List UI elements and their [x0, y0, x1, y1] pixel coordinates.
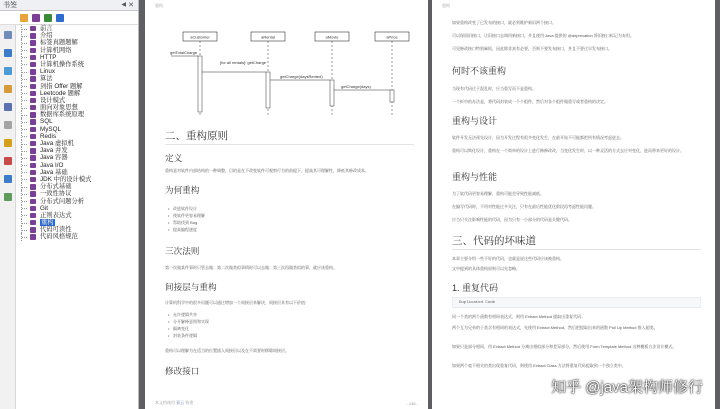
heading-modify: 修改接口: [165, 366, 200, 376]
bookmark-item[interactable]: [17, 176, 139, 183]
heading-three: 三次法则: [165, 246, 200, 256]
bookmark-icon: [30, 40, 36, 45]
side-rail: [0, 25, 16, 409]
bookmark-icon: [30, 84, 36, 89]
heading-when: 何时不该重构: [452, 66, 507, 76]
paragraph: 第一次做某件事时只管去做；第二次做类似事情时可以去做；第三次再做类似的事，就应该重构。: [165, 265, 337, 270]
bookmark-item[interactable]: [17, 219, 139, 226]
page-left: [145, 0, 428, 409]
bookmark-item[interactable]: [17, 226, 139, 233]
bookmark-label: 剑指 Offer 题解: [40, 82, 83, 90]
paragraph: 本章主要介绍一些不好的代码，也就是说这些代码应该被重构。: [452, 256, 564, 261]
tree-line: [21, 198, 27, 205]
divider: [165, 144, 414, 145]
bookmark-label: 代码风格规范: [40, 233, 78, 241]
heading-definition: 定义: [165, 153, 183, 163]
actor-label: aRental: [261, 34, 275, 40]
list-item: • 改进软件设计: [173, 206, 197, 212]
tree-line: [21, 205, 27, 212]
bookmark-label: 计算机网络: [40, 46, 72, 54]
bookmark-icon: [30, 105, 36, 110]
bookmark-label: 计算机操作系统: [40, 60, 85, 68]
bookmark-item[interactable]: [17, 32, 139, 39]
paragraph: 软件开发无法预先设计，因为开发过程有很多变化发生，在最开始不可能都把所有情况考虑进去。: [452, 135, 624, 140]
tree-line: [21, 219, 27, 226]
bookmark-icon: [30, 119, 36, 124]
bookmarks-toolbar: [0, 11, 138, 25]
bookmark-label: 分布式基础: [40, 183, 72, 191]
attachments-icon[interactable]: [4, 103, 12, 111]
bookmark-label: 正则表达式: [40, 211, 72, 219]
tree-line: [21, 147, 27, 154]
tree-line: [21, 90, 27, 97]
tree-line: [21, 61, 27, 68]
tree-line: [21, 111, 27, 118]
paragraph: 如果重构改变了已发布的接口，就必须维护新旧两个接口。: [452, 20, 556, 25]
bookmark-item[interactable]: [17, 126, 139, 133]
heading-perf: 重构与性能: [452, 172, 498, 182]
page-number: - 136 -: [406, 401, 418, 406]
lock-icon[interactable]: [4, 139, 12, 147]
layers-icon[interactable]: [4, 67, 12, 75]
bookmark-icon: [30, 55, 36, 60]
bookmark-item[interactable]: [17, 83, 139, 90]
message-label: getCharge(days): [341, 84, 371, 89]
bookmark-item[interactable]: [17, 162, 139, 169]
tree-line: [21, 126, 27, 133]
bookmark-label: 数据库系统原理: [40, 111, 85, 119]
bookmark-icon: [30, 98, 36, 103]
tools-icon[interactable]: [4, 175, 12, 183]
bookmark-item[interactable]: [17, 25, 139, 32]
paragraph: 在编写代码时，不用对性能过多关注，只有在最后性能优化阶段再考虑性能问题。: [452, 204, 596, 209]
bookmark-label: SQL: [40, 118, 53, 126]
bookmark-icon: [30, 33, 36, 38]
tree-line: [21, 226, 27, 233]
bookmark-item[interactable]: [17, 97, 139, 104]
signature-icon[interactable]: [4, 157, 12, 165]
section-title: 三、代码的坏味道: [452, 235, 536, 247]
bookmark-icon: [30, 184, 36, 189]
paragraph: 重构是对软件内部结构的一种调整，目的是在不改变软件可观察行为的前提下，提高其可理解性，降低其修改成本。: [165, 168, 369, 173]
paragraph: 一个折中的办法是，将代码封装成一个个组件，然后对各个组件做重写或者重构的决定。: [452, 99, 608, 104]
code-text: Duplicated Code: [459, 301, 496, 305]
bookmark-label: Leetcode 题解: [40, 89, 81, 97]
paragraph: 如果只是部分相同，用 Extract Method 分离出相似部分和差异部分，然后使用 Form Template Method 这种模板方法设计模式。: [452, 344, 677, 349]
bookmark-icon: [30, 227, 36, 232]
tree-line: [21, 75, 27, 82]
bookmark-label: Java 容器: [40, 154, 68, 162]
bookmarks-title: 书签: [3, 2, 17, 9]
tree-line: [21, 25, 27, 32]
bookmark-label: 标签真题题解: [40, 39, 78, 47]
bookmark-item[interactable]: [17, 61, 139, 68]
paragraph: 计算机科学中的很多问题可以通过增加一个间接层来解决，间接层具有以下价值：: [165, 300, 309, 305]
bookmark-label: Redis: [40, 132, 57, 140]
bookmark-label: 介绍: [40, 32, 53, 40]
bookmark-item[interactable]: [17, 154, 139, 161]
page-footer: 本文档使用 看云 构建: [155, 400, 194, 405]
footer-link[interactable]: 看云: [176, 400, 185, 405]
list-item: • 使软件更容易理解: [173, 213, 205, 219]
bookmark-item[interactable]: [17, 183, 139, 190]
bookmark-icon: [30, 170, 36, 175]
bookmark-icon: [30, 26, 36, 31]
bookmark-icon: [30, 220, 36, 225]
list-item: • 隔离变化: [173, 326, 189, 332]
tree-line: [21, 190, 27, 197]
bookmark-label: Java 虚拟机: [40, 140, 74, 147]
tree-line: [21, 212, 27, 219]
section-title: 二、重构原则: [165, 130, 228, 142]
bookmark-options-icon[interactable]: [56, 14, 64, 22]
bookmarks-icon[interactable]: [4, 49, 12, 57]
list-item: • 提高编程速度: [173, 227, 197, 233]
divider: [452, 249, 701, 250]
bookmark-icon: [30, 213, 36, 218]
paragraph: 为了软代码更容易理解，重构可能会导致性能减低。: [452, 191, 544, 196]
list-item: • 分开解释意图和实现: [173, 319, 209, 325]
paragraph: 当现有代码过于混乱时，应当重写而不是重构。: [452, 86, 536, 91]
sequence-diagram: [165, 26, 415, 118]
bookmark-item[interactable]: [17, 169, 139, 176]
comments-icon[interactable]: [4, 85, 12, 93]
bookmark-icon: [30, 155, 36, 160]
bookmark-item[interactable]: [17, 75, 139, 82]
bookmark-label: Java I/O: [40, 161, 64, 169]
heading-why: 为何重构: [165, 185, 200, 195]
bookmark-icon: [30, 199, 36, 204]
bookmark-icon: [30, 69, 36, 74]
paragraph: 两个互为兄弟的子类含有相同的表达式，先使用 Extract Method，然后把提取出来的函数 Pull Up Method 推入超类。: [452, 325, 658, 330]
tree-line: [21, 97, 27, 104]
bookmark-item[interactable]: [17, 118, 139, 125]
bookmark-label: JDK 中的设计模式: [40, 175, 92, 183]
message-label: getCharge(daysRented): [280, 74, 323, 79]
list-item: • 封装条件逻辑: [173, 333, 197, 339]
bookmark-label: 前言: [40, 25, 53, 32]
bookmark-item[interactable]: [17, 140, 139, 147]
paragraph: 应当只关注影响性能的代码，因为只有一小部分的代码是关键代码。: [452, 217, 572, 222]
tree-line: [21, 118, 27, 125]
heading-indirect: 间接层与重构: [165, 282, 217, 292]
tree-line: [21, 39, 27, 46]
info-icon[interactable]: [4, 193, 12, 201]
bookmark-item[interactable]: [17, 198, 139, 205]
bookmark-item[interactable]: [17, 147, 139, 154]
bookmark-item[interactable]: [17, 212, 139, 219]
bookmark-item[interactable]: [17, 133, 139, 140]
paragraph: 可见修改接口特别麻烦，因此除非真有必要，否则不要发布接口，并且不要过早发布接口。: [452, 46, 612, 51]
bookmark-item[interactable]: [17, 68, 139, 75]
bookmark-item[interactable]: [17, 233, 139, 240]
new-bookmark-icon[interactable]: [32, 14, 40, 22]
tree-line: [21, 162, 27, 169]
bookmark-item[interactable]: [17, 190, 139, 197]
tree-line: [21, 183, 27, 190]
paragraph: 同一个类的两个函数有相同表达式，则用 Extract Method 提取出重复代码；: [452, 314, 586, 319]
paragraph: 如果两个毫不相关的类出现重复代码，则使用 Extract Class 方法将重复代码提取到一个独立类中。: [452, 363, 626, 368]
tree-line: [21, 47, 27, 54]
close-icon[interactable]: ✕: [128, 2, 134, 9]
search-icon[interactable]: [4, 121, 12, 129]
collapse-left-icon[interactable]: ◀: [121, 2, 126, 8]
tree-line: [21, 154, 27, 161]
list-item: • 允许逻辑共享: [173, 312, 197, 318]
bookmarks-panel: [0, 0, 139, 409]
tree-line: [21, 32, 27, 39]
watermark: 知乎 @java架构师修行: [551, 379, 703, 396]
bookmark-label: 设计模式: [40, 96, 66, 104]
bookmark-icon: [30, 234, 36, 239]
bookmark-label: 一致性协议: [40, 190, 72, 198]
page-header: 重构: [155, 3, 163, 8]
bookmark-label: Java 基础: [40, 168, 68, 176]
bookmarks-header: [0, 0, 138, 11]
page-header: 重构: [442, 3, 450, 8]
bookmark-label: MySQL: [40, 125, 61, 133]
bookmark-label: Git: [40, 204, 49, 212]
actor-label: aCustomer: [190, 34, 210, 40]
heading-design: 重构与设计: [452, 116, 498, 126]
bookmark-item[interactable]: [17, 111, 139, 118]
page-right: [432, 0, 715, 409]
tree-line: [21, 83, 27, 90]
bookmark-item[interactable]: [17, 54, 139, 61]
bookmark-label: 分布式问题分析: [40, 197, 85, 205]
bookmark-icon: [30, 127, 36, 132]
paragraph: 可以保留旧接口，让旧接口去调用新接口，并且使用 Java 提供的 @deprecation 将旧接口标记为弃用。: [452, 33, 634, 38]
actor-label: aMovie: [325, 34, 339, 40]
actor-label: aPrice: [386, 34, 398, 40]
message-label: [for all rentals]: getCharge: [220, 60, 267, 65]
bookmark-icon: [30, 206, 36, 211]
bookmark-label: 重构: [41, 219, 54, 227]
tree-line: [21, 68, 27, 75]
bookmark-list: [17, 25, 139, 241]
bookmark-icon: [30, 141, 36, 146]
add-bookmark-icon[interactable]: [44, 14, 52, 22]
bookmark-item[interactable]: [17, 39, 139, 46]
list-item: • 帮助找到 Bug: [173, 220, 197, 226]
bookmark-icon: [30, 191, 36, 196]
bookmark-label: Java 并发: [40, 147, 68, 155]
bookmark-icon: [30, 163, 36, 168]
tree-line: [21, 169, 27, 176]
tree-line: [21, 233, 27, 240]
code-block: [452, 297, 701, 308]
expand-all-icon[interactable]: [20, 14, 28, 22]
bookmark-icon: [30, 76, 36, 81]
tree-line: [21, 176, 27, 183]
bookmark-icon: [30, 177, 36, 182]
message-label: getTotalCharge: [170, 50, 198, 55]
heading-duplicated: 1. 重复代码: [452, 283, 499, 293]
bookmark-label: 代码可读性: [40, 226, 72, 234]
tree-line: [21, 104, 27, 111]
bookmark-icon: [30, 148, 36, 153]
paragraph: 重构可以理解为在适当的位置插入间接层以及在不需要时移除间接层。: [165, 348, 289, 353]
bookmark-icon: [30, 134, 36, 139]
pages-icon[interactable]: [4, 31, 12, 39]
bookmark-label: HTTP: [40, 53, 57, 61]
tree-line: [21, 140, 27, 147]
bookmark-icon: [30, 91, 36, 96]
bookmark-label: 算法: [40, 75, 53, 83]
bookmark-icon: [30, 48, 36, 53]
tree-line: [21, 54, 27, 61]
bookmark-item[interactable]: [17, 205, 139, 212]
bookmark-label: 面向对象思想: [40, 104, 78, 112]
bookmark-item[interactable]: [17, 47, 139, 54]
tree-line: [21, 133, 27, 140]
bookmark-label: Linux: [40, 68, 56, 76]
bookmark-icon: [30, 62, 36, 67]
bookmark-icon: [30, 112, 36, 117]
bookmark-item[interactable]: [17, 90, 139, 97]
paragraph: 文中提到的具体重构原则可以先忽略。: [452, 266, 520, 271]
paragraph: 重构可以简化设计，重构在一个简单的设计上进行修修改改，当变化发生时，以一种灵活的方式去应对变化，进而带来更好的设计。: [452, 148, 684, 153]
